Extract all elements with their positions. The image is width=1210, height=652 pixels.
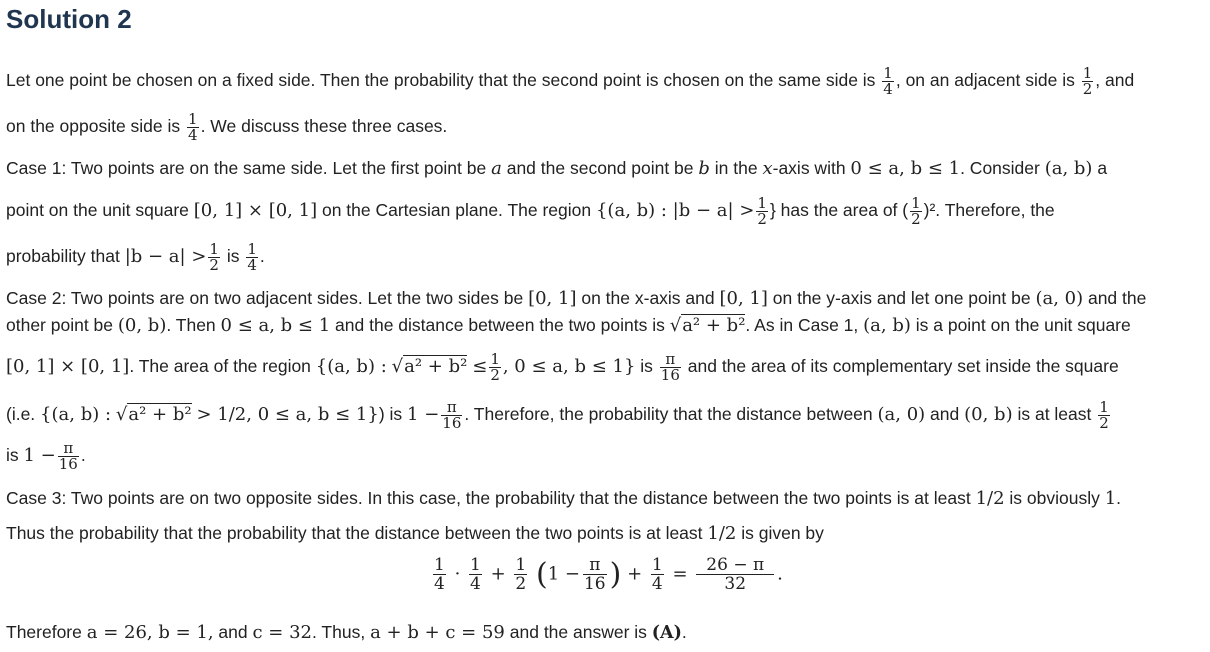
radicand: a² + b² [404,356,468,378]
radicand: a² + b² [682,315,746,336]
final-answer-line: Therefore a = 26, b = 1, and c = 32. Thus, a + b + c = 59 and the answer is (A). [6,622,687,643]
fraction-one-half: $\frac{1}{2}$ [490,350,500,384]
case1-line-2: point on the unit square [0, 1] × [0, 1] on the Cartesian plane. The region {(a, b) : |b − a| > $\frac{1}{2}$ } has the area of ( $\frac{1}{2}$ )². Therefore, the [6,194,1055,228]
fraction-pi-over-16: $\frac{\pi}{16}$ [583,555,606,594]
fraction-one-quarter: $\frac{1}{4}$ [883,64,893,98]
case2-line-1: Case 2: Two points are on two adjacent sides. Let the two sides be [0, 1] on the x-axis and [0, 1] on the y-axis and let one point be (a, 0) and the [6,288,1147,309]
fraction-one-quarter: $\frac{1}{4}$ [188,110,198,144]
case2-line-3: [0, 1] × [0, 1]. The area of the region {(a, b) : √a² + b² ≤ $\frac{1}{2}$ , 0 ≤ a, b ≤ 1} is $\frac{\pi}{16}$ and the area of its complementary set inside the square [6,350,1119,384]
fraction-one-quarter: $\frac{1}{4}$ [470,555,481,594]
case2-line-5: is 1 − $\frac{\pi}{16}$ . [6,439,86,473]
final-probability-equation: $\frac{1}{4}$ · $\frac{1}{4}$ + $\frac{1}{2}$ (1 − $\frac{\pi}{16}$ ) + $\frac{1}{4}$ = $\frac{26 - \pi}{32}$ . [434,555,783,594]
fraction-one-half: $\frac{1}{2}$ [515,555,527,594]
fraction-one-half: $\frac{1}{2}$ [911,194,921,228]
fraction-one-half: $\frac{1}{2}$ [1082,64,1093,98]
fraction-one-quarter: $\frac{1}{4}$ [434,555,445,594]
fraction-one-half: $\frac{1}{2}$ [1099,398,1109,432]
solution-title: Solution 2 [6,4,132,34]
intro-line-1: Let one point be chosen on a fixed side. Then the probability that the second point is chosen on the same side is $\frac{1}{4}$ , on an adjacent side is $\frac{1}{2}$ , and [6,64,1135,98]
case1-line-1: Case 1: Two points are on the same side. Let the first point be a and the second point be b in the x-axis with 0 ≤ a, b ≤ 1. Consider (a, b) a [6,158,1108,179]
fraction-one-half: $\frac{1}{2}$ [757,194,767,228]
fraction-one-quarter: $\frac{1}{4}$ [247,240,257,274]
intro-line-2: on the opposite side is $\frac{1}{4}$ . We discuss these three cases. [6,110,448,144]
case1-line-3: probability that |b − a| > $\frac{1}{2}$ is $\frac{1}{4}$ . [6,240,265,274]
case3-line-2: Thus the probability that the probability that the distance between the two points is at least 1/2 is given by [6,523,824,544]
radicand: a² + b² [128,404,192,426]
answer-choice: (A) [651,623,682,643]
fraction-pi-over-16: $\frac{\pi}{16}$ [58,439,78,473]
fraction-result: $\frac{26 - \pi}{32}$ [696,556,774,593]
case2-line-2: other point be (0, b). Then 0 ≤ a, b ≤ 1 and the distance between the two points is √a² + b². As in Case 1, (a, b) is a point on the unit square [6,315,1131,336]
fraction-pi-over-16: $\frac{\pi}{16}$ [660,350,680,384]
fraction-pi-over-16: $\frac{\pi}{16}$ [442,398,462,432]
case2-line-4: (i.e. {(a, b) : √a² + b² > 1/2, 0 ≤ a, b ≤ 1}) is 1 − $\frac{\pi}{16}$ . Therefore, the probability that the distance between (a, 0) and (0, b) is at least $\frac{1}{2}$ [6,398,1109,432]
case3-line-1: Case 3: Two points are on two opposite sides. In this case, the probability that the distance between the two points is at least 1/2 is obviously 1. [6,488,1122,509]
fraction-one-quarter: $\frac{1}{4}$ [651,555,663,594]
fraction-one-half: $\frac{1}{2}$ [209,240,219,274]
